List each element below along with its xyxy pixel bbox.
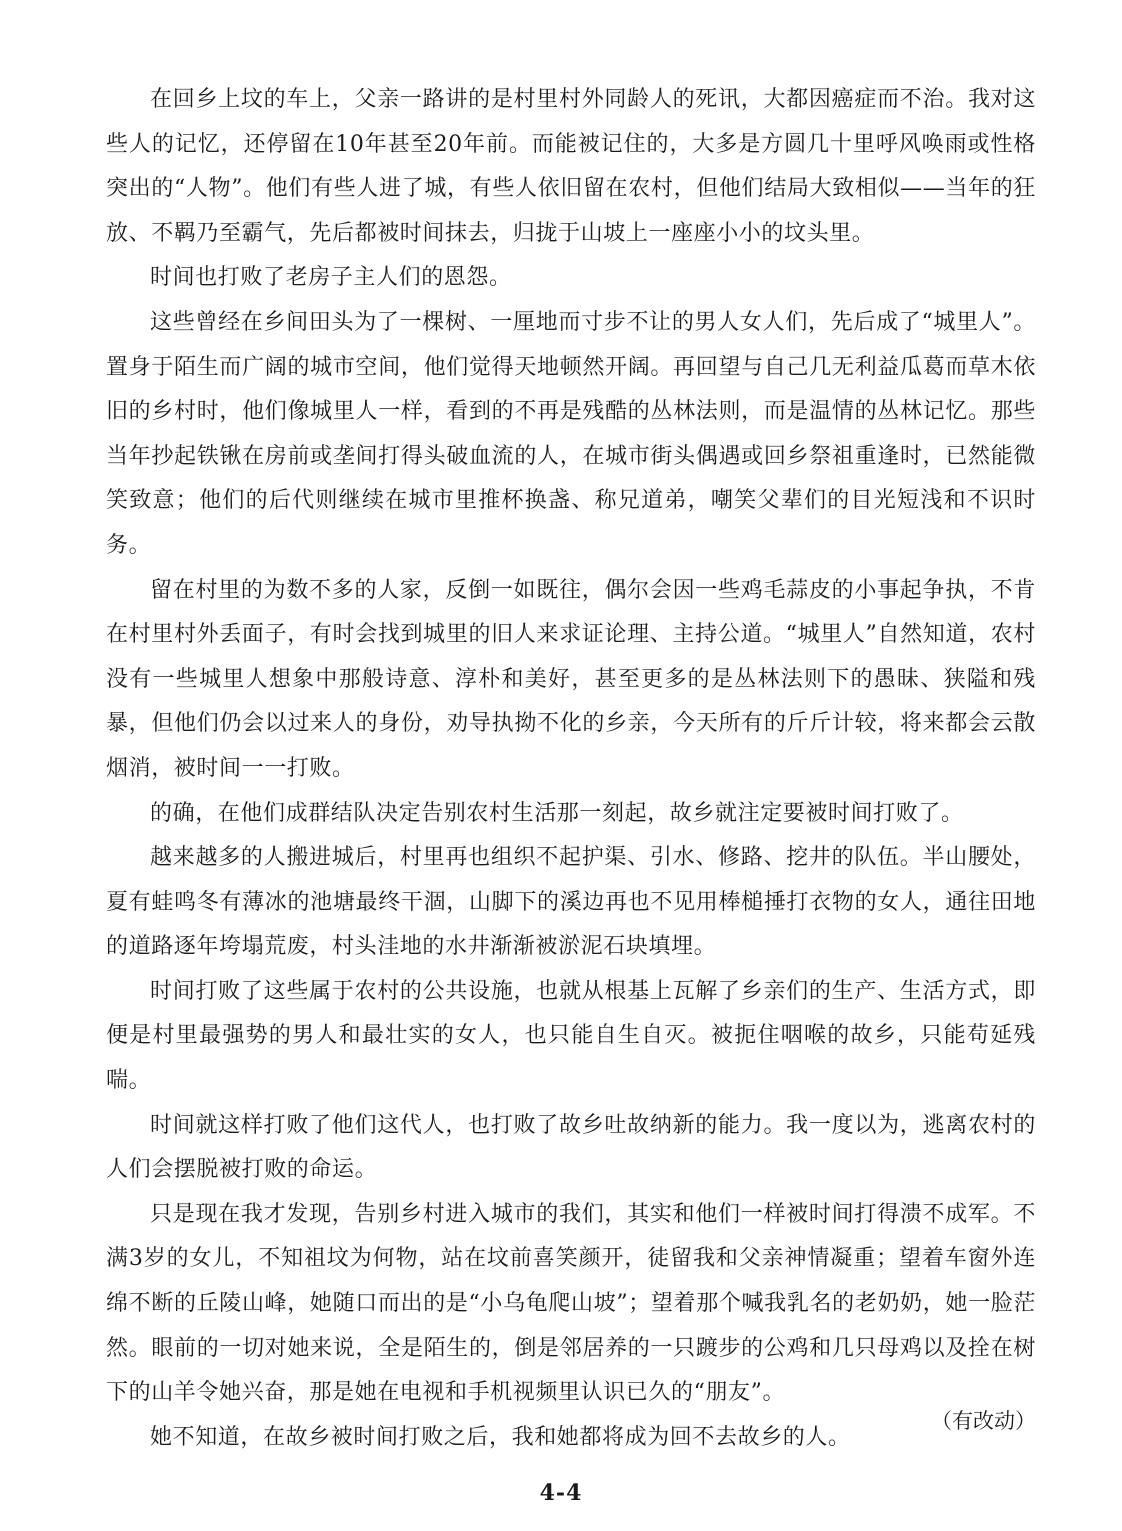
paragraph-7: 时间打败了这些属于农村的公共设施，也就从根基上瓦解了乡亲们的生产、生活方式，即便是村里最强势的男人和最壮实的女人，也只能自生自灭。被扼住咽喉的故乡，只能苟延残喘。 [106, 978, 1036, 1094]
paragraph-6: 越来越多的人搬进城后，村里再也组织不起护渠、引水、修路、挖井的队伍。半山腰处，夏有蛙鸣冬有薄冰的池塘最终干涸，山脚下的溪边再也不见用棒槌捶打衣物的女人，通往田地的道路逐年垮塌荒废，村头洼地的水井渐渐被淤泥石块填埋。 [106, 845, 1036, 960]
paragraph-4: 留在村里的为数不多的人家，反倒一如既往，偶尔会因一些鸡毛蒜皮的小事起争执，不肯在村里村外丢面子，有时会找到城里的旧人来求证论理、主持公道。“城里人”自然知道，农村没有一些城里人想象中那般诗意、淳朴和美好，甚至更多的是丛林法则下的愚昧、狭隘和残暴，但他们仍会以过来人的身份，劝导执拗不化的乡亲，今天所有的斤斤计较，将来都会云散烟消，被时间一一打败。 [106, 577, 1036, 781]
paragraph-3: 这些曾经在乡间田头为了一棵树、一厘地而寸步不让的男人女人们，先后成了“城里人”。置身于陌生而广阔的城市空间，他们觉得天地顿然开阔。再回望与自己几无利益瓜葛而草木依旧的乡村时，他们像城里人一样，看到的不再是残酷的丛林法则，而是温情的丛林记忆。那些当年抄起铁锹在房前或垄间打得头破血流的人，在城市街头偶遇或回乡祭祖重逢时，已然能微笑致意；他们的后代则继续在城市里推杯换盏、称兄道弟，嘲笑父辈们的目光短浅和不识时务。 [106, 309, 1036, 558]
page-number: 4-4 [539, 1480, 583, 1506]
paragraph-10: 她不知道，在故乡被时间打败之后，我和她都将成为回不去故乡的人。 [150, 1424, 851, 1450]
article-body [106, 78, 1036, 1460]
paragraph-8: 时间就这样打败了他们这代人，也打败了故乡吐故纳新的能力。我一度以为，逃离农村的人们会摆脱被打败的命运。 [106, 1112, 1036, 1183]
paragraph-9: 只是现在我才发现，告别乡村进入城市的我们，其实和他们一样被时间打得溃不成军。不满3岁的女儿，不知祖坟为何物，站在坟前喜笑颜开，徒留我和父亲神情凝重；望着车窗外连绵不断的丘陵山峰，她随口而出的是“小乌龟爬山坡”；望着那个喊我乳名的老奶奶，她一脸茫然。眼前的一切对她来说，全是陌生的，倒是邻居养的一只踱步的公鸡和几只母鸡以及拴在树下的山羊令她兴奋，那是她在电视和手机视频里认识已久的“朋友”。 [106, 1201, 1036, 1406]
revision-note: （有改动） [931, 1409, 1036, 1433]
paragraph-2: 时间也打败了老房子主人们的恩怨。 [150, 265, 512, 291]
paragraph-1: 在回乡上坟的车上，父亲一路讲的是村里村外同龄人的死讯，大都因癌症而不治。我对这些人的记忆，还停留在10年甚至20年前。而能被记住的，大多是方圆几十里呼风唤雨或性格突出的“人物”。他们有些人进了城，有些人依旧留在农村，但他们结局大致相似——当年的狂放、不羁乃至霸气，先后都被时间抹去，归拢于山坡上一座座小小的坟头里。 [106, 87, 1036, 246]
paragraph-5: 的确，在他们成群结队决定告别农村生活那一刻起，故乡就注定要被时间打败了。 [150, 800, 964, 826]
